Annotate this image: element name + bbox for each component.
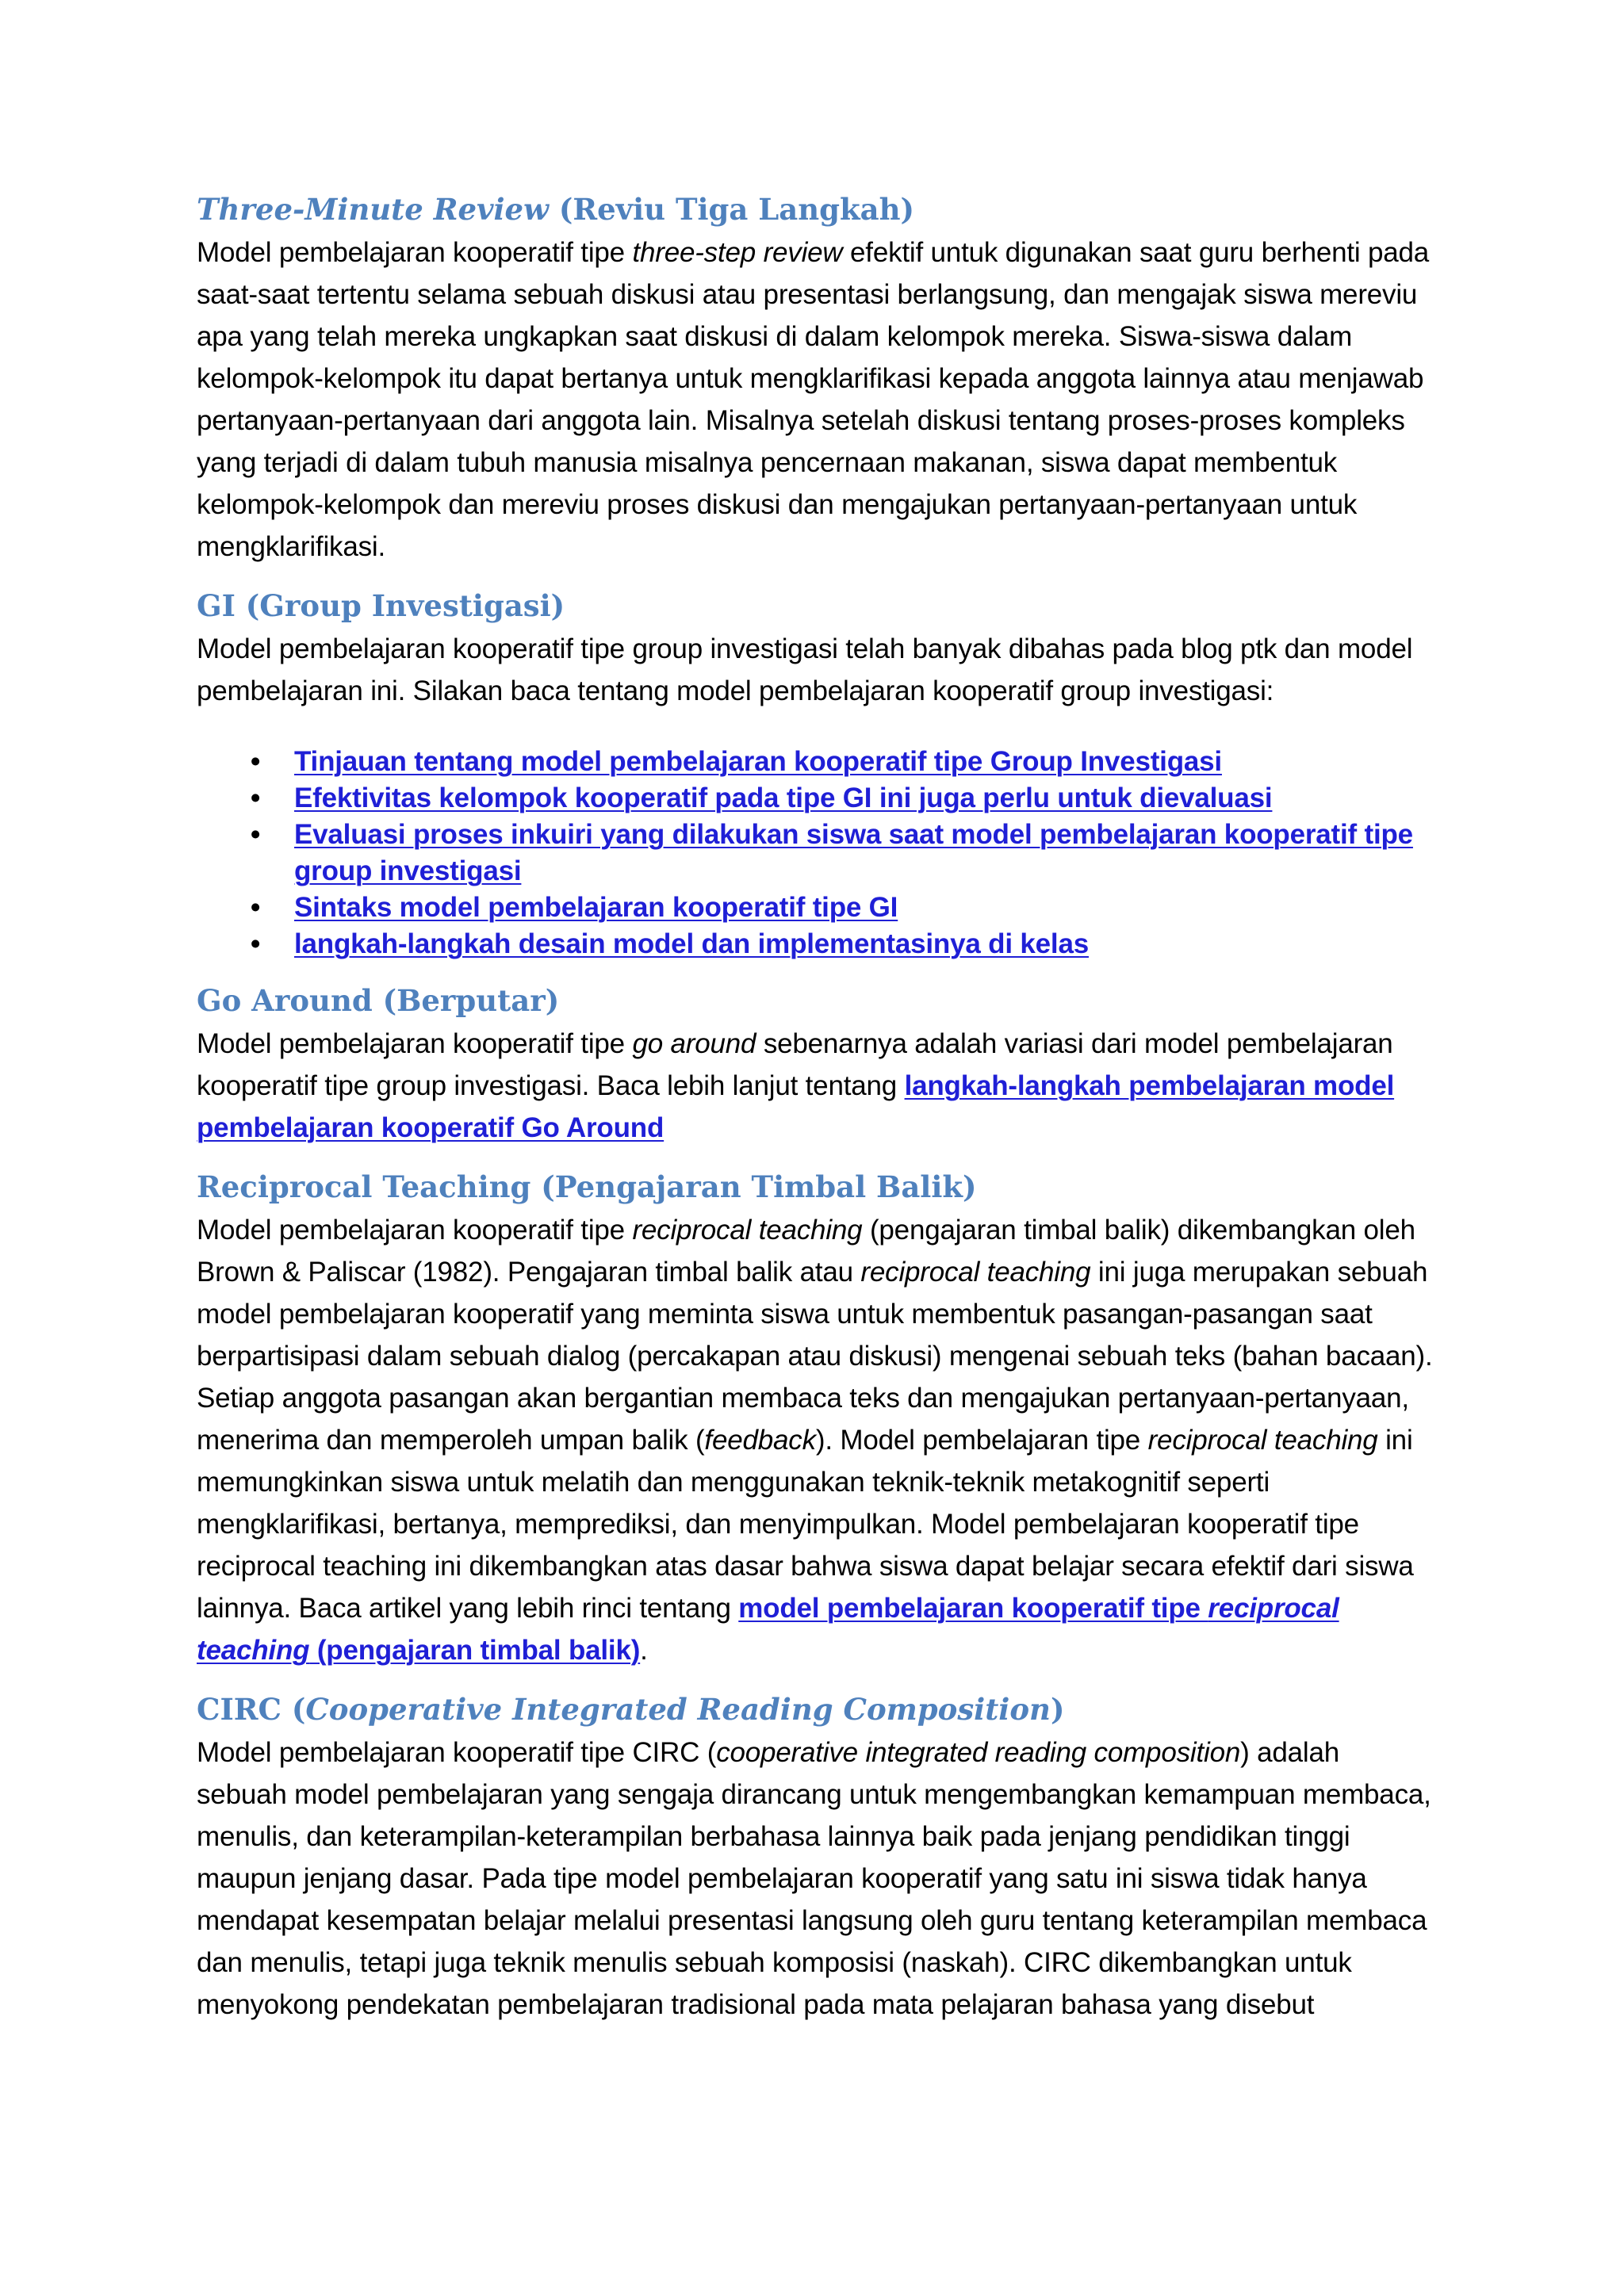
section-paragraph (197, 1732, 1434, 2026)
section-heading (197, 187, 1434, 232)
document-body (197, 187, 1434, 2042)
link-efektivitas-gi[interactable]: Efektivitas kelompok kooperatif pada tipe GI ini juga perlu untuk dievaluasi (294, 783, 1273, 813)
bullet-icon: • (251, 819, 261, 850)
heading-text: CIRC ( (197, 1692, 306, 1727)
gi-link-list (197, 744, 1434, 962)
heading-text: ) (1050, 1692, 1065, 1727)
paragraph-text: sebenarnya adalah variasi dari model pembelajaran kooperatif tipe group investigasi. Baca lebih lanjut tentang (197, 1028, 1393, 1101)
heading-italic: Cooperative Integrated Reading Composition (305, 1692, 1051, 1727)
paragraph-text: Model pembelajaran kooperatif tipe CIRC ( (197, 1737, 717, 1768)
paragraph-text: . (640, 1635, 648, 1666)
bullet-icon: • (251, 892, 261, 923)
section-paragraph: Model pembelajaran kooperatif tipe group investigasi telah banyak dibahas pada blog ptk dan model pembelajaran ini. Silakan baca tentang model pembelajaran kooperatif group investigasi: (197, 633, 1413, 706)
section-group-investigasi (197, 584, 1434, 962)
list-item (197, 890, 1434, 926)
section-heading: Reciprocal Teaching (Pengajaran Timbal Balik) (197, 1169, 977, 1204)
heading-rest: (Reviu Tiga Langkah) (548, 192, 915, 227)
paragraph-text: ini juga merupakan sebuah model pembelajaran kooperatif yang meminta siswa untuk membentuk pasangan-pasangan saat berpartisipasi dalam sebuah dialog (percakapan atau diskusi) mengenai sebuah teks (bahan bacaan). Setiap anggota pasangan akan bergantian membaca teks dan mengajukan pertanyaan-pertanyaan, menerima dan memperoleh umpan balik ( (197, 1257, 1433, 1456)
section-paragraph (197, 1023, 1434, 1149)
paragraph-text: ). Model pembelajaran tipe (815, 1425, 1148, 1456)
heading-italic: Three-Minute Review (197, 192, 549, 227)
list-item (197, 744, 1434, 780)
section-heading: Go Around (Berputar) (197, 983, 560, 1018)
link-langkah-desain[interactable]: langkah-langkah desain model dan implementasinya di kelas (294, 928, 1089, 959)
paragraph-italic: reciprocal teaching (860, 1257, 1091, 1288)
link-go-around[interactable]: langkah-langkah pembelajaran model pembelajaran kooperatif Go Around (197, 1070, 1395, 1143)
link-tinjauan-gi[interactable]: Tinjauan tentang model pembelajaran kooperatif tipe Group Investigasi (294, 746, 1222, 777)
paragraph-italic: go around (632, 1028, 756, 1059)
section-circ (197, 1687, 1434, 2026)
link-sintaks-gi[interactable]: Sintaks model pembelajaran kooperatif tipe GI (294, 892, 898, 923)
section-go-around (197, 978, 1434, 1149)
link-evaluasi-inkuiri[interactable]: Evaluasi proses inkuiri yang dilakukan siswa saat model pembelajaran kooperatif tipe group investigasi (294, 819, 1413, 886)
paragraph-italic: feedback (704, 1425, 816, 1456)
bullet-icon: • (251, 783, 261, 813)
bullet-icon: • (251, 746, 261, 777)
paragraph-text: Model pembelajaran kooperatif tipe (197, 1215, 633, 1246)
paragraph-italic: reciprocal teaching (632, 1215, 863, 1246)
link-text: model pembelajaran kooperatif tipe (738, 1593, 1208, 1624)
section-three-minute-review (197, 187, 1434, 568)
section-paragraph (197, 1209, 1434, 1671)
paragraph-text: Model pembelajaran kooperatif tipe (197, 237, 633, 268)
paragraph-italic: three-step review (632, 237, 843, 268)
link-italic: reciprocal teaching (197, 1593, 1339, 1666)
section-reciprocal-teaching (197, 1165, 1434, 1671)
paragraph-text: ini memungkinkan siswa untuk melatih dan menggunakan teknik-teknik metakognitif seperti mengklarifikasi, bertanya, memprediksi, dan menyimpulkan. Model pembelajaran kooperatif tipe reciprocal teaching ini dikembangkan atas dasar bahwa siswa dapat belajar secara efektif dari siswa lainnya. Baca artikel yang lebih rinci tentang (197, 1425, 1414, 1624)
link-text: (pengajaran timbal balik) (309, 1635, 641, 1666)
paragraph-text: (pengajaran timbal balik) dikembangkan oleh Brown & Paliscar (1982). Pengajaran timbal balik atau (197, 1215, 1415, 1288)
list-item (197, 817, 1434, 890)
paragraph-text: Model pembelajaran kooperatif tipe (197, 1028, 633, 1059)
paragraph-text: ) adalah sebuah model pembelajaran yang sengaja dirancang untuk mengembangkan kemampuan membaca, menulis, dan keterampilan-keterampilan berbahasa lainnya baik pada jenjang pendidikan tinggi maupun jenjang dasar. Pada tipe model pembelajaran kooperatif yang satu ini siswa tidak hanya mendapat kesempatan belajar melalui presentasi langsung oleh guru tentang keterampilan membaca dan menulis, tetapi juga teknik menulis sebuah komposisi (naskah). CIRC dikembangkan untuk menyokong pendekatan pembelajaran tradisional pada mata pelajaran bahasa yang disebut (197, 1737, 1431, 2020)
bullet-icon: • (251, 928, 261, 959)
paragraph-text: efektif untuk digunakan saat guru berhenti pada saat-saat tertentu selama sebuah diskusi atau presentasi berlangsung, dan mengajak siswa mereviu apa yang telah mereka ungkapkan saat diskusi di dalam kelompok mereka. Siswa-siswa dalam kelompok-kelompok itu dapat bertanya untuk mengklarifikasi kepada anggota lainnya atau menjawab pertanyaan-pertanyaan dari anggota lain. Misalnya setelah diskusi tentang proses-proses kompleks yang terjadi di dalam tubuh manusia misalnya pencernaan makanan, siswa dapat membentuk kelompok-kelompok dan mereviu proses diskusi dan mengajukan pertanyaan-pertanyaan untuk mengklarifikasi. (197, 237, 1430, 562)
paragraph-italic: reciprocal teaching (1147, 1425, 1378, 1456)
list-item (197, 926, 1434, 962)
section-heading (197, 1687, 1434, 1732)
paragraph-italic: cooperative integrated reading composition (716, 1737, 1241, 1768)
section-heading: GI (Group Investigasi) (197, 588, 565, 623)
section-paragraph (197, 232, 1434, 568)
list-item (197, 780, 1434, 817)
